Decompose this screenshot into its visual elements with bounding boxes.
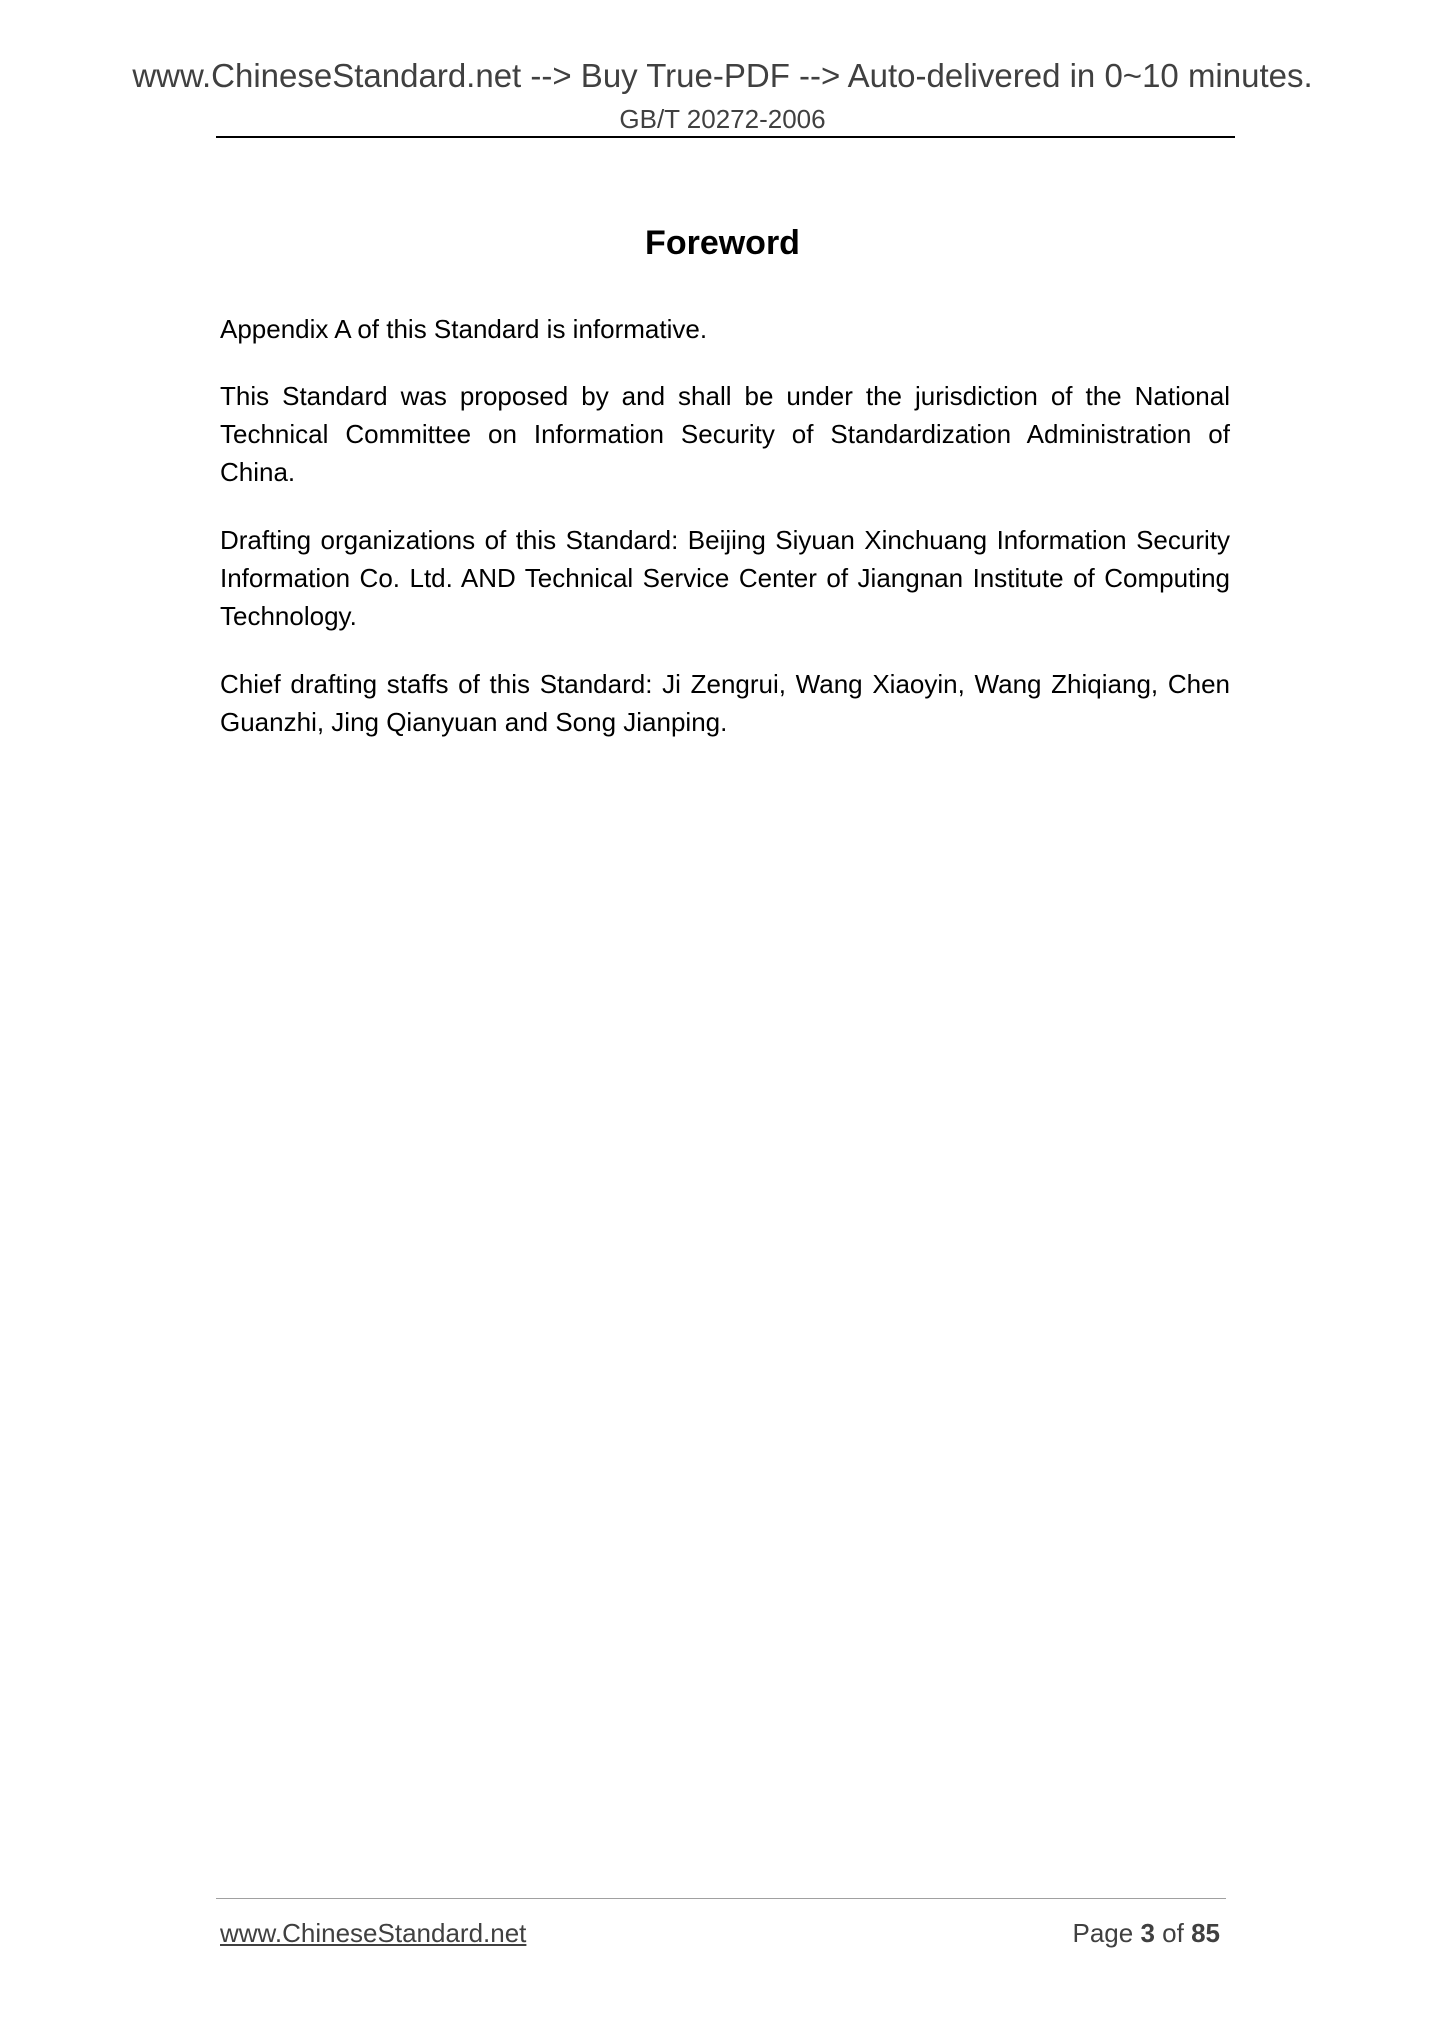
site-banner: www.ChineseStandard.net --> Buy True-PDF --> Auto-delivered in 0~10 minutes. (132, 57, 1313, 94)
paragraph-drafting-organizations: Drafting organizations of this Standard: Beijing Siyuan Xinchuang Information Security Information Co. Ltd. AND Technical Service Center of Jiangnan Institute of Computing Technology. (220, 525, 1230, 631)
page-of: of (1162, 1918, 1184, 1948)
header-divider (216, 136, 1235, 138)
footer-divider (216, 1898, 1226, 1899)
standard-code: GB/T 20272-2006 (619, 104, 826, 134)
page-prefix: Page (1072, 1918, 1134, 1948)
page-number (1072, 1916, 1220, 1950)
page-current: 3 (1140, 1918, 1155, 1948)
paragraph-appendix-note: Appendix A of this Standard is informative. (220, 314, 708, 344)
page-title: Foreword (645, 224, 800, 262)
page-total: 85 (1191, 1918, 1220, 1948)
paragraph-drafting-staff: Chief drafting staffs of this Standard: Ji Zengrui, Wang Xiaoyin, Wang Zhiqiang, Chen Guanzhi, Jing Qianyuan and Song Jianping. (220, 669, 1230, 737)
footer-site-link[interactable]: www.ChineseStandard.net (220, 1918, 527, 1948)
paragraph-proposed-by: This Standard was proposed by and shall be under the jurisdiction of the National Technical Committee on Information Security of Standardization Administration of China. (220, 381, 1230, 487)
